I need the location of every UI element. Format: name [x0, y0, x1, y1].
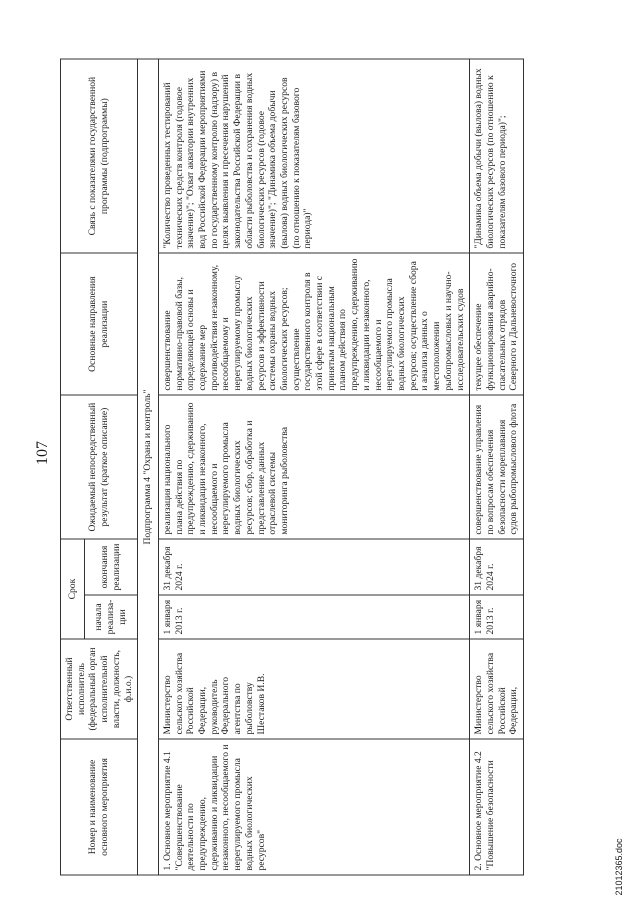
start-cell: 1 января 2013 г. — [470, 595, 524, 639]
activity-cell — [158, 739, 469, 875]
end-cell: 31 декабря 2024 г. — [158, 539, 469, 595]
indicators-cell: "Количество проведенных тестирований технических средств контроля (годовое значение)"; "Охват акватории внутренних вод Российской Федерации мероприятиями по государственному контролю (надзору) в целях выявления и пресечения нарушений законодательства Российской Федерации в области рыболовства и сохранения водных биологических ресурсов (годовое значение)"; "Динамика объема добычи (вылова) водных биологических ресурсов (по отношению к показателям базового периода)" — [158, 59, 469, 253]
header-indicators: Связь с показателями государственной программы (подпрограммы) — [61, 59, 138, 253]
table-row — [158, 59, 469, 875]
header-expected-result: Ожидаемый непосредственный результат (краткое описание) — [61, 395, 138, 539]
header-activity: Номер и наименование основного мероприятия — [61, 739, 138, 875]
header-executor: Ответственный исполнитель (федеральный орган исполнительной власти, должность, ф.и.о.) — [61, 639, 138, 739]
executor-cell: Министерство сельского хозяйства Российской Федерации, руководитель Федерального агентства по рыболовству Шестаков И.В. — [158, 639, 469, 739]
expected-result-cell: совершенствование управления по вопросам обеспечения безопасности мореплавания судов рыбопромыслового флота — [470, 395, 524, 539]
subprogram-title: Подпрограмма 4 "Охрана и контроль" — [138, 59, 159, 875]
directions-cell: текущее обеспечение функционирования аварийно-спасательных отрядов Северного и Дальневосточного — [470, 253, 524, 395]
end-cell: 31 декабря 2024 г. — [470, 539, 524, 595]
header-term-end: окончания реализации — [84, 539, 137, 595]
expected-result-cell: реализация национального плана действия по предупреждению, сдерживанию и ликвидации незаконного, несообщаемого и нерегулируемого промысла водных биологических ресурсов; сбор, обработка и представление данных отраслевой системы мониторинга рыболовства — [158, 395, 469, 539]
start-cell: 1 января 2013 г. — [158, 595, 469, 639]
indicators-cell: "Динамика объема добычи (вылова) водных биологических ресурсов (по отношению к показателям базового периода)"; — [470, 59, 524, 253]
table-row — [470, 59, 524, 875]
header-term-start: начала реализа-ции — [84, 595, 137, 639]
directions-cell: совершенствование нормативно-правовой базы, определяющей основы и содержание мер противодействия незаконному, несообщаемому и нерегулируемому промыслу водных биологических ресурсов и эффективности системы охраны водных биологических ресурсов; осуществление государственного контроля в этой сфере в соответствии с принятым национальным планом действия по предупреждению, сдерживанию и ликвидации незаконного, несообщаемого и нерегулируемого промысла водных биологических ресурсов; осуществление сбора и анализа данных о местоположении рыбопромысловых и научно-исследовательских судов — [158, 253, 469, 395]
row-index: 1. — [161, 862, 173, 870]
activities-table — [60, 58, 524, 875]
page-number: 107 — [34, 440, 51, 465]
header-term: Срок — [61, 539, 85, 639]
document-code: 21012365.doc — [614, 837, 624, 895]
header-directions: Основные направления реализации — [61, 253, 138, 395]
activity-text: Основное мероприятие 4.2 "Повышение безопасности — [473, 750, 496, 870]
executor-cell: Министерство сельского хозяйства Российской Федерации, — [470, 639, 524, 739]
row-index: 2. — [473, 862, 485, 870]
activity-cell — [470, 739, 524, 875]
activity-text: Основное мероприятие 4.1 "Совершенствование деятельности по предупреждению, сдерживанию и ликвидации незаконного, несообщаемого и нерегулируемого промысла водных биологических ресурсов" — [161, 743, 267, 870]
